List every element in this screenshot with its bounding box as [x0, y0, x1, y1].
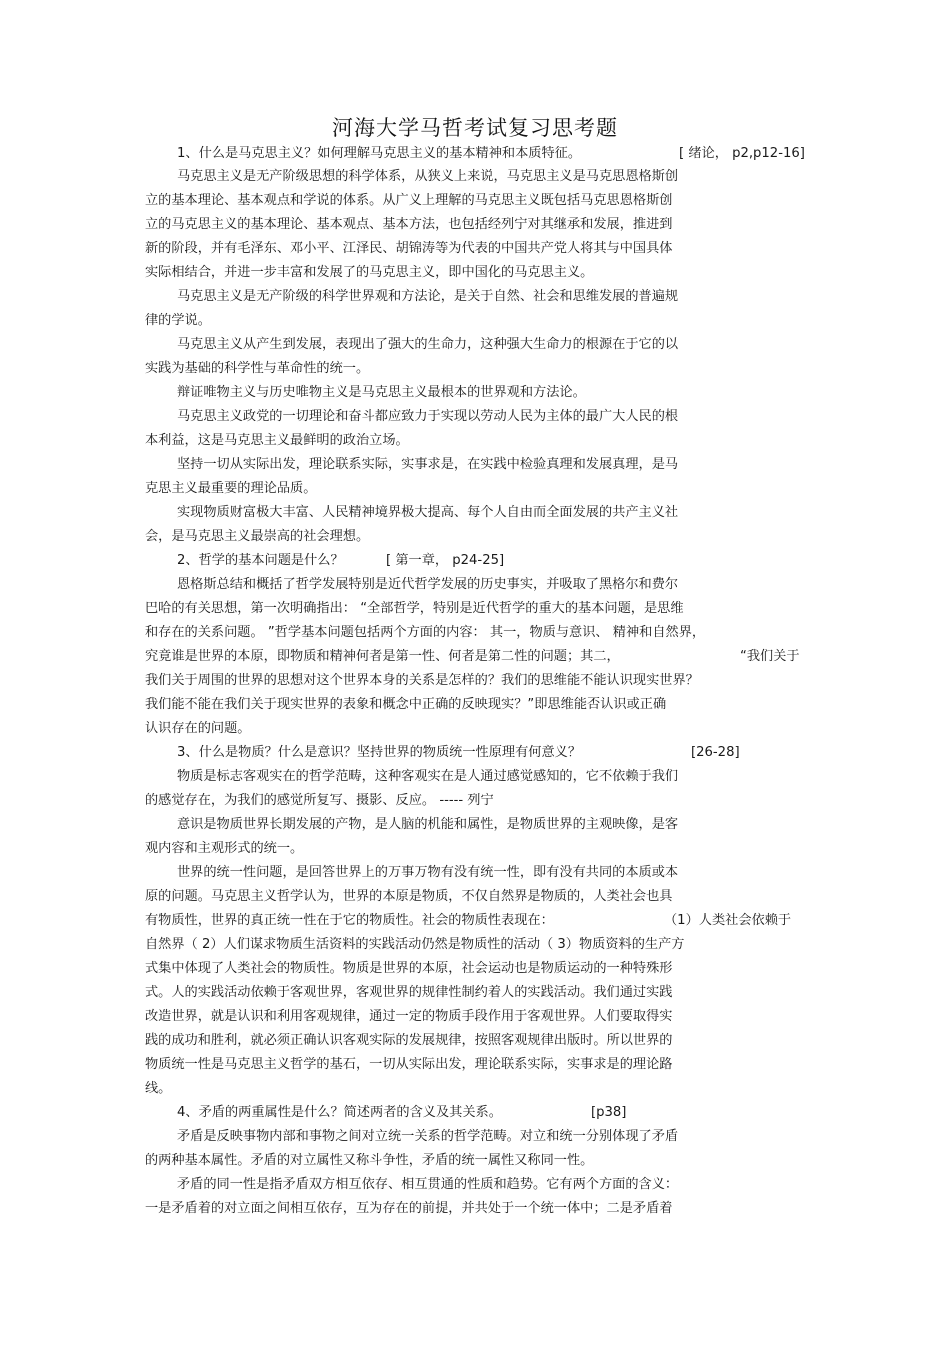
paragraph-line: 践的成功和胜利，就必须正确认识客观实际的发展规律，按照客观规律出版时。所以世界的 — [145, 1033, 673, 1048]
paragraph-line: 实现物质财富极大丰富、人民精神境界极大提高、每个人自由而全面发展的共产主义社 — [177, 505, 679, 520]
paragraph-line: 式。人的实践活动依赖于客观世界，客观世界的规律性制约着人的实践活动。我们通过实践 — [145, 985, 673, 1000]
paragraph-line: 巴哈的有关思想，第一次明确指出： “全部哲学，特别是近代哲学的重大的基本问题，是思维 — [145, 601, 684, 616]
paragraph-line: 坚持一切从实际出发，理论联系实际，实事求是，在实践中检验真理和发展真理，是马 — [177, 457, 679, 472]
paragraph-line: 原的问题。马克思主义哲学认为，世界的本原是物质，不仅自然界是物质的，人类社会也具 — [145, 889, 673, 904]
paragraph-line: 会，是马克思主义最崇高的社会理想。 — [145, 529, 370, 544]
paragraph-line: 有物质性，世界的真正统一性在于它的物质性。社会的物质性表现在： — [145, 913, 554, 928]
paragraph-line: 认识存在的问题。 — [145, 721, 251, 736]
paragraph-line: 的两种基本属性。矛盾的对立属性又称斗争性，矛盾的统一属性又称同一性。 — [145, 1153, 594, 1168]
paragraph-line: 式集中体现了人类社会的物质性。物质是世界的本原，社会运动也是物质运动的一种特殊形 — [145, 961, 673, 976]
paragraph-line: 辩证唯物主义与历史唯物主义是马克思主义最根本的世界观和方法论。 — [177, 385, 586, 400]
paragraph-line: 我们能不能在我们关于现实世界的表象和概念中正确的反映现实？”即思维能否认识或正确 — [145, 697, 667, 712]
paragraph-line: 矛盾是反映事物内部和事物之间对立统一关系的哲学范畴。对立和统一分别体现了矛盾 — [177, 1129, 679, 1144]
paragraph-line: 世界的统一性问题，是回答世界上的万事万物有没有统一性，即有没有共同的本质或本 — [177, 865, 679, 880]
paragraph-line: 究竟谁是世界的本原，即物质和精神何者是第一性、何者是第二性的问题；其二， — [145, 649, 620, 664]
paragraph-line: 克思主义最重要的理论品质。 — [145, 481, 317, 496]
paragraph-line: 本利益，这是马克思主义最鲜明的政治立场。 — [145, 433, 409, 448]
paragraph-line: 律的学说。 — [145, 313, 211, 328]
question-3: 3、什么是物质？什么是意识？坚持世界的物质统一性原理有何意义？ — [177, 745, 582, 760]
paragraph-line: 矛盾的同一性是指矛盾双方相互依存、相互贯通的性质和趋势。它有两个方面的含义： — [177, 1177, 679, 1192]
question-1-reference: [ 绪论， p2,p12-16] — [679, 146, 805, 161]
paragraph-line: 物质是标志客观实在的哲学范畴，这种客观实在是人通过感觉感知的，它不依赖于我们 — [177, 769, 679, 784]
paragraph-line: 实践为基础的科学性与革命性的统一。 — [145, 361, 370, 376]
quote-fragment: “我们关于 — [740, 649, 800, 664]
document-title: 河海大学马哲考试复习思考题 — [332, 116, 618, 140]
paragraph-line: 恩格斯总结和概括了哲学发展特别是近代哲学发展的历史事实，并吸取了黑格尔和费尔 — [177, 577, 679, 592]
question-1: 1、什么是马克思主义？如何理解马克思主义的基本精神和本质特征。 — [177, 146, 582, 161]
paragraph-line: 自然界（ 2）人们谋求物质生活资料的实践活动仍然是物质性的活动（ 3）物质资料的生产方 — [145, 937, 685, 952]
paragraph-line: 马克思主义是无产阶级思想的科学体系，从狭义上来说，马克思主义是马克思恩格斯创 — [177, 169, 679, 184]
paragraph-line: 物质统一性是马克思主义哲学的基石，一切从实际出发，理论联系实际，实事求是的理论路 — [145, 1057, 673, 1072]
paragraph-line: 的感觉存在，为我们的感觉所复写、摄影、反应。 ----- 列宁 — [145, 793, 494, 808]
paragraph-line: 观内容和主观形式的统一。 — [145, 841, 304, 856]
paragraph-line: 新的阶段，并有毛泽东、邓小平、江泽民、胡锦涛等为代表的中国共产党人将其与中国具体 — [145, 241, 673, 256]
paragraph-line: 马克思主义政党的一切理论和奋斗都应致力于实现以劳动人民为主体的最广大人民的根 — [177, 409, 679, 424]
paragraph-line: 线。 — [145, 1081, 172, 1096]
list-fragment: （1）人类社会依赖于 — [664, 913, 792, 928]
question-3-reference: [26-28] — [691, 745, 740, 760]
paragraph-line: 实际相结合，并进一步丰富和发展了的马克思主义，即中国化的马克思主义。 — [145, 265, 594, 280]
question-4-reference: [p38] — [591, 1105, 627, 1120]
paragraph-line: 立的基本理论、基本观点和学说的体系。从广义上理解的马克思主义既包括马克思恩格斯创 — [145, 193, 673, 208]
paragraph-line: 一是矛盾着的对立面之间相互依存，互为存在的前提，并共处于一个统一体中；二是矛盾着 — [145, 1201, 673, 1216]
question-2-reference: [ 第一章， p24-25] — [386, 553, 505, 568]
paragraph-line: 和存在的关系问题。 ”哲学基本问题包括两个方面的内容： 其一，物质与意识、 精神和自然界， — [145, 625, 706, 640]
paragraph-line: 意识是物质世界长期发展的产物，是人脑的机能和属性，是物质世界的主观映像，是客 — [177, 817, 679, 832]
question-2: 2、哲学的基本问题是什么？ — [177, 553, 344, 568]
paragraph-line: 马克思主义从产生到发展，表现出了强大的生命力，这种强大生命力的根源在于它的以 — [177, 337, 679, 352]
paragraph-line: 改造世界，就是认识和利用客观规律，通过一定的物质手段作用于客观世界。人们要取得实 — [145, 1009, 673, 1024]
paragraph-line: 我们关于周围的世界的思想对这个世界本身的关系是怎样的？我们的思维能不能认识现实世界？ — [145, 673, 699, 688]
question-4: 4、矛盾的两重属性是什么？简述两者的含义及其关系。 — [177, 1105, 502, 1120]
paragraph-line: 马克思主义是无产阶级的科学世界观和方法论，是关于自然、社会和思维发展的普遍规 — [177, 289, 679, 304]
paragraph-line: 立的马克思主义的基本理论、基本观点、基本方法，也包括经列宁对其继承和发展，推进到 — [145, 217, 673, 232]
